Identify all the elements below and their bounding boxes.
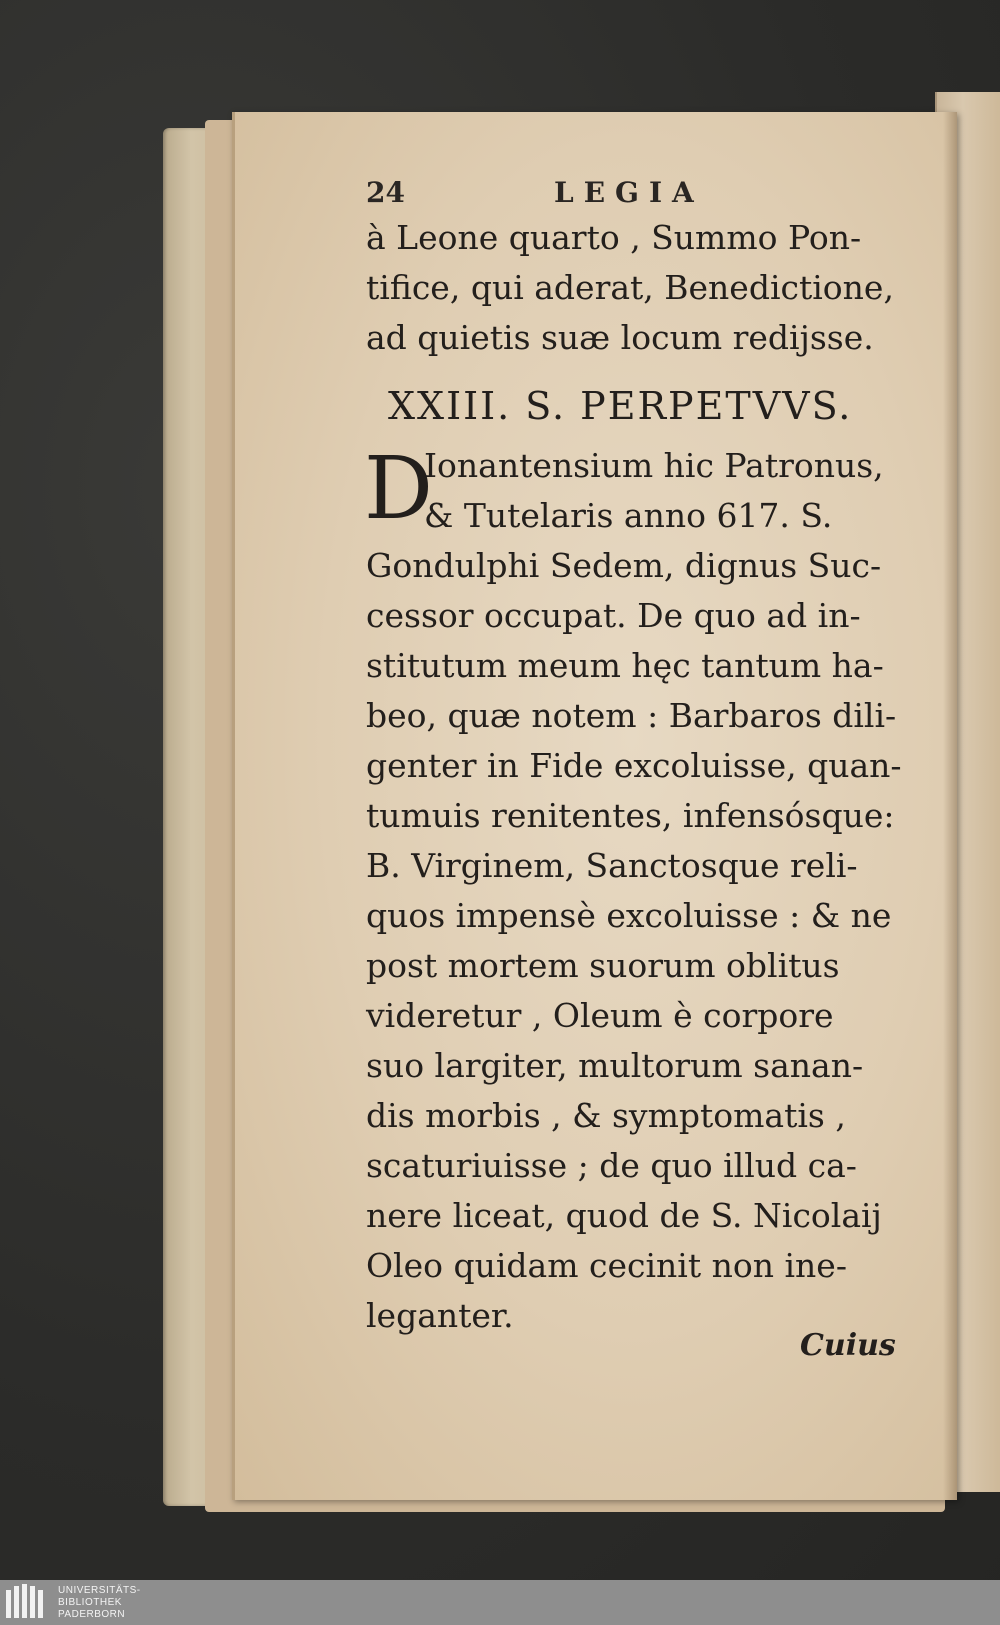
text-line: scaturiuisse ; de quo illud ca- bbox=[366, 1146, 857, 1185]
institution-name-line: UNIVERSITÄTS- bbox=[58, 1585, 141, 1596]
text-line: Oleo quidam cecinit non ine- bbox=[366, 1246, 847, 1285]
text-line: B. Virginem, Sanctosque reli- bbox=[366, 846, 858, 885]
page-header bbox=[366, 176, 906, 218]
text-line: tifice, qui aderat, Benedictione, bbox=[366, 268, 894, 307]
text-line: Gondulphi Sedem, dignus Suc- bbox=[366, 546, 882, 585]
text-line: cessor occupat. De quo ad in- bbox=[366, 596, 861, 635]
institution-name-line: PADERBORN bbox=[58, 1609, 126, 1620]
text-line: à Leone quarto , Summo Pon- bbox=[366, 218, 862, 257]
drop-cap: D bbox=[364, 439, 433, 539]
institution-footer bbox=[0, 1580, 1000, 1625]
text-line: genter in Fide excoluisse, quan- bbox=[366, 746, 902, 785]
text-line: leganter. bbox=[366, 1296, 514, 1335]
text-line: ad quietis suæ locum redijsse. bbox=[366, 318, 874, 357]
catchword: Cuius bbox=[800, 1328, 896, 1363]
text-line: videretur , Oleum è corpore bbox=[366, 996, 834, 1035]
running-head: LEGIA bbox=[554, 176, 704, 209]
text-line: suo largiter, multorum sanan- bbox=[366, 1046, 864, 1085]
text-line: post mortem suorum oblitus bbox=[366, 946, 840, 985]
text-line: Ionantensium hic Patronus, bbox=[424, 446, 884, 485]
institution-name bbox=[58, 1585, 141, 1621]
text-line: tumuis renitentes, infensósque: bbox=[366, 796, 895, 835]
text-line: beo, quæ notem : Barbaros dili- bbox=[366, 696, 897, 735]
text-line: dis morbis , & symptomatis , bbox=[366, 1096, 846, 1135]
library-logo-icon bbox=[4, 1584, 46, 1622]
text-line: quos impensè excoluisse : & ne bbox=[366, 896, 892, 935]
text-line: stitutum meum hęc tantum ha- bbox=[366, 646, 884, 685]
page-number: 24 bbox=[366, 176, 405, 209]
text-line: nere liceat, quod de S. Nicolaij bbox=[366, 1196, 882, 1235]
section-heading: XXIII. S. PERPETVVS. bbox=[388, 384, 853, 428]
text-line: & Tutelaris anno 617. S. bbox=[424, 496, 833, 535]
institution-name-line: BIBLIOTHEK bbox=[58, 1597, 122, 1608]
